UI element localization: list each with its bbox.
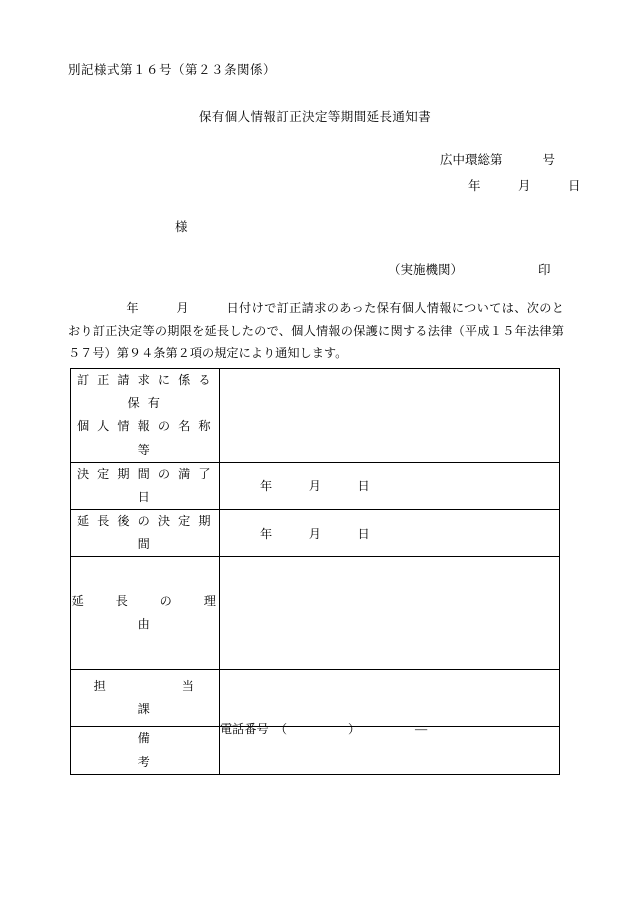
row-label-extended-period [71,510,220,557]
issuer-line [388,260,551,278]
table-row [71,510,560,557]
table-row [71,670,560,727]
row-label-notes [71,727,285,774]
row-label-text: 決 定 期 間 の 満 了 日 [76,466,214,504]
form-number: 別記様式第１６号（第２３条関係） [68,63,277,77]
document-number-unit: 号 [542,153,556,167]
row-label-text: 延 長 の 理 由 [71,594,248,632]
body-paragraph [68,297,564,365]
document-number-line [440,150,555,168]
table-row [71,462,560,509]
row-value-responsible-section[interactable] [220,670,560,736]
row-label-text: 延 長 後 の 決 定 期 間 [76,514,214,552]
row-label-text: 担 当 課 [93,679,270,717]
row-label-extension-reason [71,557,248,670]
row-value-corrected-info-name[interactable] [220,369,560,463]
page-title: 保有個人情報訂正決定等期間延長通知書 [198,110,432,124]
row-label-corrected-info-name [71,369,220,463]
row-label-decision-deadline [71,462,220,509]
document-number-label: 広中環総第 [440,153,503,167]
notification-table [70,368,560,775]
row-value-extended-period[interactable] [220,510,560,557]
phone-number-line: 電話番号 （ ） ― [220,721,428,736]
row-label-line2: 個 人 情 報 の 名 称 等 [76,419,214,457]
row-label-responsible-section [71,670,270,727]
date-blank-deadline: 年 月 日 [260,479,370,494]
addressee-line: 様 [175,220,188,234]
row-value-decision-deadline[interactable] [220,462,560,509]
table-row [71,369,560,463]
seal-mark: 印 [538,263,551,277]
row-label-line1: 訂 正 請 求 に 係 る 保 有 [76,373,214,411]
row-label-text: 備 考 [137,731,285,769]
document-date-line: 年 月 日 [468,179,581,193]
table-row [71,557,560,670]
issuer-label: （実施機関） [388,263,464,277]
date-blank-extended: 年 月 日 [260,526,370,541]
body-paragraph-text: 年 月 日付けで訂正請求のあった保有個人情報については、次のとおり訂正決定等の期限を延長したので、個人情報の保護に関する法律（平成１５年法律第５７号）第９４条第２項の規定により通知します。 [68,301,564,361]
row-value-extension-reason[interactable] [220,557,560,670]
